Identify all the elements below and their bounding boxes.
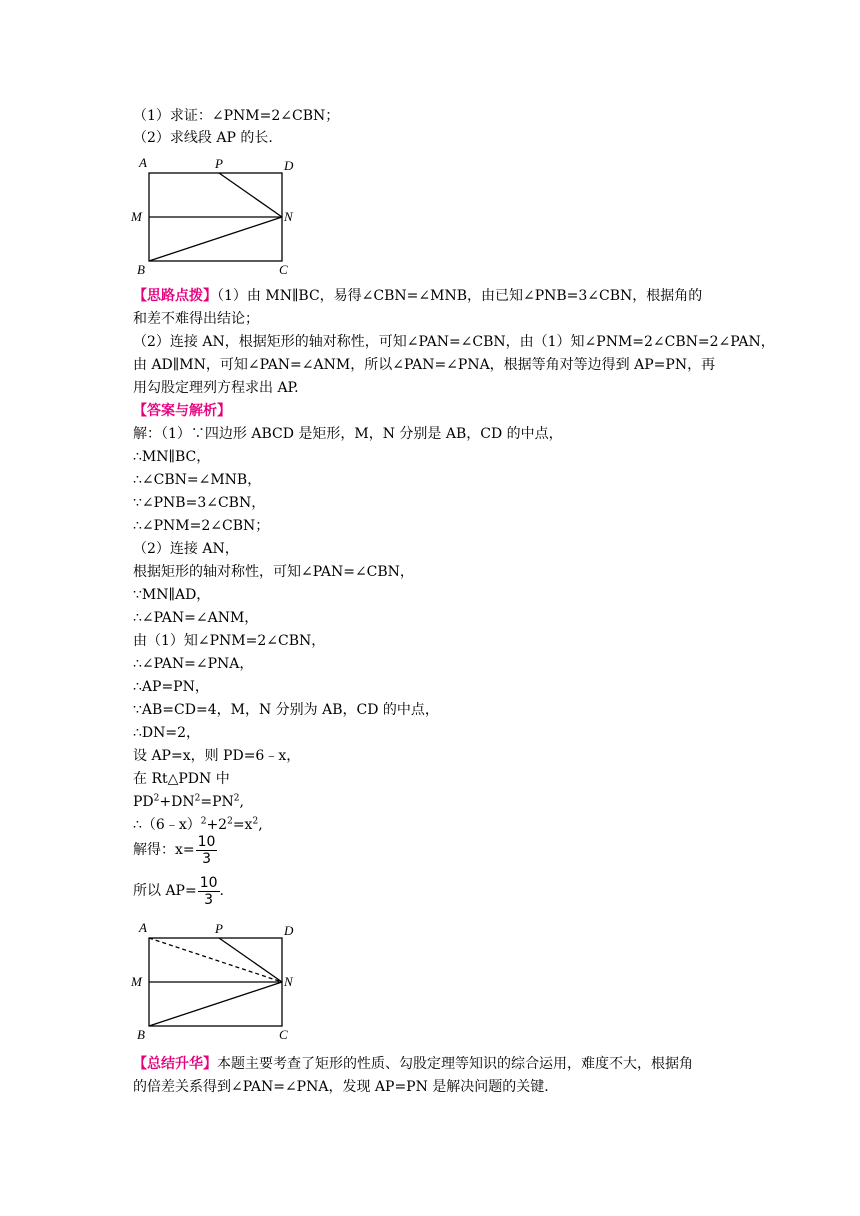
- hint-line-1: [133, 286, 702, 306]
- segment-pn: [219, 938, 282, 982]
- answer-line: 根据矩形的轴对称性，可知∠PAN=∠CBN，: [133, 564, 414, 580]
- answer-line: 由（1）知∠PNM=2∠CBN，: [133, 633, 326, 649]
- label-a: A: [139, 920, 147, 935]
- hint-line-4: 由 AD∥MN，可知∠PAN=∠ANM，所以∠PAN=∠PNA，根据等角对等边得到 AP=PN，再: [133, 357, 716, 373]
- summary-line-2: 的倍差关系得到∠PAN=∠PNA，发现 AP=PN 是解决问题的关键.: [133, 1079, 549, 1095]
- label-p: P: [215, 921, 223, 936]
- segment-an-dashed: [149, 938, 282, 982]
- hint-line-3: （2）连接 AN，根据矩形的轴对称性，可知∠PAN=∠CBN，由（1）知∠PNM=2∠CBN=2∠PAN，: [133, 334, 775, 350]
- label-p: P: [215, 156, 223, 171]
- hint-line-5: 用勾股定理列方程求出 AP.: [133, 380, 299, 396]
- answer-line: ∴∠PAN=∠ANM，: [133, 610, 259, 626]
- answer-line: ∴∠PNM=2∠CBN；: [133, 518, 270, 534]
- answer-line: ∴DN=2，: [133, 725, 201, 741]
- answer-line: ∴MN∥BC，: [133, 449, 211, 465]
- summary-line-1: [133, 1054, 693, 1074]
- hint-line-2: 和差不难得出结论；: [133, 311, 259, 327]
- summary-tag: 【总结升华】: [133, 1056, 217, 1072]
- summary-text-1: 本题主要考查了矩形的性质、勾股定理等知识的综合运用，难度不大，根据角: [217, 1056, 693, 1072]
- label-m: M: [131, 974, 142, 989]
- answer-line: ∵∠PNB=3∠CBN，: [133, 495, 266, 511]
- fraction: $\frac{10}{3}$: [199, 874, 218, 908]
- label-n: N: [284, 974, 293, 989]
- label-c: C: [279, 262, 288, 277]
- answer-line: ∴∠CBN=∠MNB，: [133, 472, 262, 488]
- hint-tag: 【思路点拨】: [133, 288, 217, 304]
- label-m: M: [131, 209, 142, 224]
- question-part-2: （2）求线段 AP 的长.: [133, 130, 273, 146]
- label-b: B: [137, 1027, 145, 1042]
- answer-line: 设 AP=x，则 PD=6﹣x，: [133, 748, 301, 764]
- substituted-equation: $\therefore(6﹣x)^2+2^2=x^2$,: [133, 816, 263, 833]
- question-part-1: （1）求证：∠PNM=2∠CBN；: [133, 108, 340, 124]
- label-d: D: [284, 923, 294, 938]
- label-b: B: [137, 262, 145, 277]
- answer-line: ∵AB=CD=4，M，N 分别为 AB，CD 的中点，: [133, 702, 439, 718]
- label-n: N: [284, 209, 293, 224]
- segment-pn: [219, 173, 282, 217]
- rectangle-figure-2: [126, 920, 306, 1045]
- answer-line: ∴∠PAN=∠PNA，: [133, 656, 254, 672]
- answer-line: （2）连接 AN，: [133, 541, 239, 557]
- segment-bn: [149, 217, 282, 261]
- answer-line: 在 Rt△PDN 中: [133, 771, 230, 787]
- conclusion-line: 所以 AP= $\frac{10}{3}$ .: [133, 874, 224, 908]
- answer-line: ∴AP=PN，: [133, 679, 209, 695]
- label-c: C: [279, 1027, 288, 1042]
- label-a: A: [139, 155, 147, 170]
- solution-line: 解得：x= $\frac{10}{3}$: [133, 833, 216, 867]
- pythagoras-equation: $PD^2+DN^2=PN^2$,: [133, 793, 244, 810]
- answer-tag: 【答案与解析】: [133, 403, 231, 419]
- segment-bn: [149, 982, 282, 1026]
- answer-line: ∵MN∥AD，: [133, 587, 211, 603]
- hint-text-1: （1）由 MN∥BC，易得∠CBN=∠MNB，由已知∠PNB=3∠CBN，根据角的: [217, 288, 703, 304]
- fraction: $\frac{10}{3}$: [197, 833, 216, 867]
- rectangle-figure-1: [126, 155, 306, 280]
- answer-line: 解：（1）∵四边形 ABCD 是矩形，M，N 分别是 AB，CD 的中点，: [133, 426, 563, 442]
- label-d: D: [284, 158, 294, 173]
